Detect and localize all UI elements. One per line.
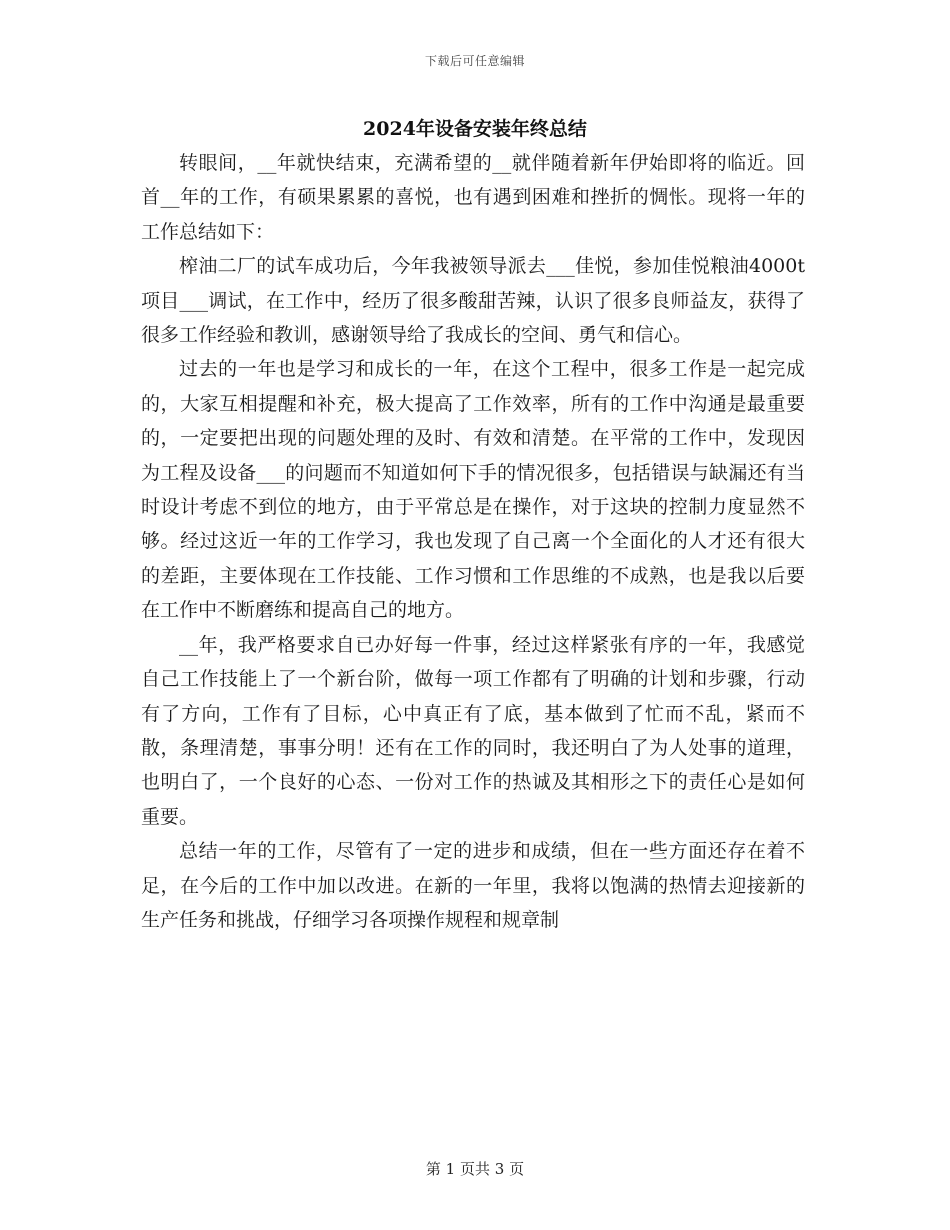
paragraph-intro: 转眼间，__年就快结束，充满希望的__就伴随着新年伊始即将的临近。回首__年的工作，有硕果累累的喜悦，也有遇到困难和挫折的惆怅。现将一年的工作总结如下：: [141, 152, 805, 243]
paragraph-project: 榨油二厂的试车成功后，今年我被领导派去___佳悦，参加佳悦粮油4000t项目___调试，在工作中，经历了很多酸甜苦辣，认识了很多良师益友，获得了很多工作经验和教训，感谢领导给了我成长的空间、勇气和信心。: [141, 255, 805, 347]
document-title: 2024年设备安装年终总结: [363, 118, 587, 140]
paragraph-progress: __年，我严格要求自已办好每一件事，经过这样紧张有序的一年，我感觉自己工作技能上了一个新台阶，做每一项工作都有了明确的计划和步骤，行动有了方向，工作有了目标，心中真正有了底，基本做到了忙而不乱，紧而不散，条理清楚，事事分明！还有在工作的同时，我还明白了为人处事的道理，也明白了，一个良好的心态、一份对工作的热诚及其相形之下的责任心是如何重要。: [141, 633, 805, 828]
paragraph-learning: 过去的一年也是学习和成长的一年，在这个工程中，很多工作是一起完成的，大家互相提醒和补充，极大提高了工作效率，所有的工作中沟通是最重要的，一定要把出现的问题处理的及时、有效和清楚。在平常的工作中，发现因为工程及设备___的问题而不知道如何下手的情况很多，包括错误与缺漏还有当时设计考虑不到位的地方，由于平常总是在操作，对于这块的控制力度显然不够。经过这近一年的工作学习，我也发现了自己离一个全面化的人才还有很大的差距，主要体现在工作技能、工作习惯和工作思维的不成熟，也是我以后要在工作中不断磨练和提高自己的地方。: [141, 358, 805, 622]
paragraph-summary: 总结一年的工作，尽管有了一定的进步和成绩，但在一些方面还存在着不足，在今后的工作中加以改进。在新的一年里，我将以饱满的热情去迎接新的生产任务和挑战，仔细学习各项操作规程和规章制: [141, 840, 805, 931]
header-note: 下载后可任意编辑: [424, 54, 525, 68]
document-body: [141, 146, 805, 937]
page-indicator: 第 1 页共 3 页: [425, 1160, 525, 1178]
